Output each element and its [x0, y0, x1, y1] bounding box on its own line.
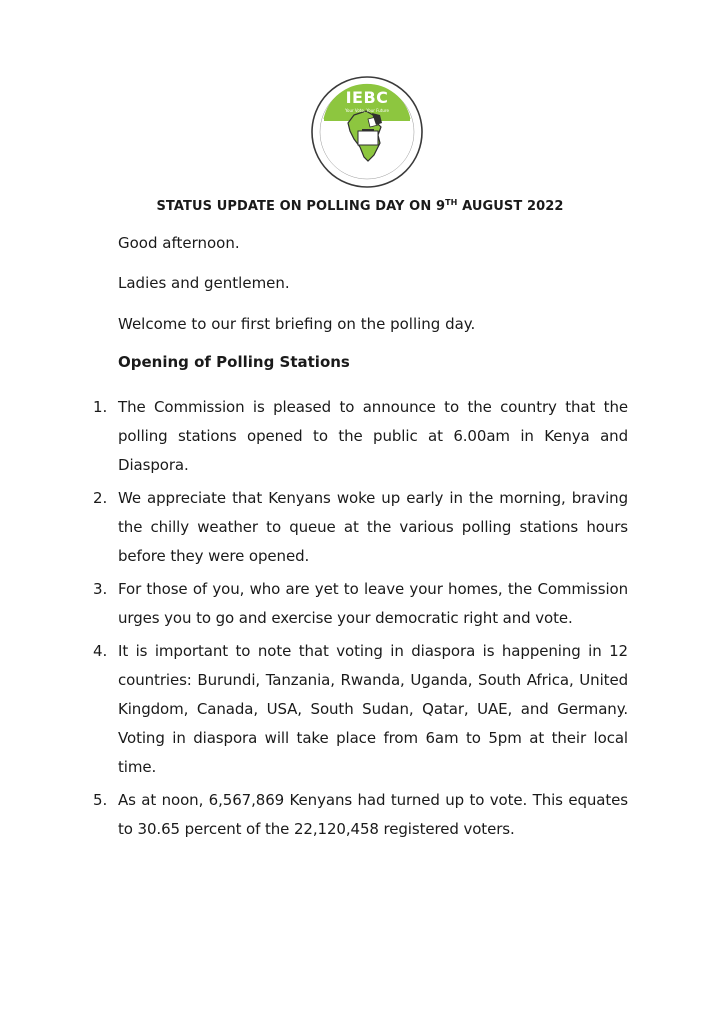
greeting-line: Good afternoon. [118, 234, 240, 252]
list-item-text: It is important to note that voting in diaspora is happening in 12 countries: Burundi, Tanzania, Rwanda, Uganda, South Africa, United Kingdom, Canada, USA, South Sudan, Qatar, UAE, and Germany. Voting in diaspora will take place from 6am to 5pm at their local time. [118, 642, 628, 776]
list-item-text: The Commission is pleased to announce to the country that the polling stations opened to the public at 6.00am in Kenya and Diaspora. [118, 398, 628, 474]
list-item-number: 2. [93, 489, 108, 507]
list-item [93, 393, 628, 480]
list-item [93, 484, 628, 571]
list-item-text: For those of you, who are yet to leave your homes, the Commission urges you to go and exercise your democratic right and vote. [118, 580, 628, 627]
title-main: STATUS UPDATE ON POLLING DAY ON 9 [156, 199, 446, 214]
document-title [0, 198, 720, 214]
numbered-list [93, 393, 628, 848]
list-item-number: 4. [93, 642, 108, 660]
list-item-text: As at noon, 6,567,869 Kenyans had turned up to vote. This equates to 30.65 percent of the 22,120,458 registered voters. [118, 791, 628, 838]
list-item [93, 786, 628, 844]
list-item-number: 1. [93, 398, 108, 416]
list-item-text: We appreciate that Kenyans woke up early in the morning, braving the chilly weather to queue at the various polling stations hours before they were opened. [118, 489, 628, 565]
iebc-logo [310, 75, 424, 189]
list-item-number: 3. [93, 580, 108, 598]
title-superscript: TH [445, 198, 458, 207]
list-item-number: 5. [93, 791, 108, 809]
list-item [93, 575, 628, 633]
greeting-line: Welcome to our first briefing on the polling day. [118, 315, 476, 333]
logo-abbreviation: IEBC [345, 88, 389, 107]
logo-tagline: Your Vote, Your Future [345, 108, 389, 113]
list-item [93, 637, 628, 782]
section-heading: Opening of Polling Stations [118, 353, 350, 371]
title-rest: AUGUST 2022 [457, 199, 564, 214]
greeting-line: Ladies and gentlemen. [118, 274, 290, 292]
